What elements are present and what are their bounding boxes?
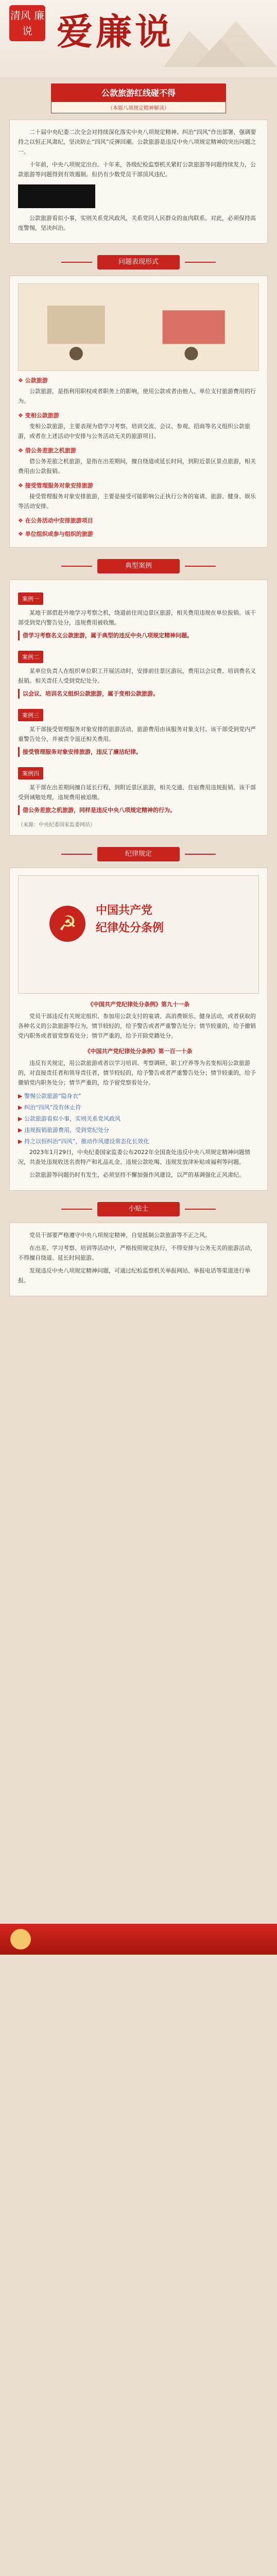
book-cover (18, 875, 259, 994)
section-problem: 问题表现形式 (97, 255, 180, 269)
related-link[interactable]: ▶ 持之以恒纠治“四风”，推动作风建设常态化长效化 (18, 1136, 259, 1147)
case-foot: 接受管理服务对象安排旅游，违反了廉洁纪律。 (18, 747, 259, 757)
section-rules: 纪律规定 (97, 847, 180, 861)
warning-paragraph: 党员干部要严格遵守中央八项规定精神，自觉抵制公款旅游等不正之风。 (29, 1232, 211, 1239)
extras-paragraph: 2023年1月29日，中央纪委国家监委公布2022年全国查处违反中央八项规定精神问题情况，共查处违规收送名贵特产和礼品礼金、违规公款吃喝、违规发放津补贴或福利等问题。 (18, 1149, 250, 1165)
redacted-block (18, 184, 95, 208)
case-foot: 以会议、培训名义组织公款旅游，属于变相公款旅游。 (18, 689, 259, 699)
problem-paragraph: 变相公款旅游，主要表现为借学习考察、培训交流、会议、参观、招商等名义组织公款旅游，或者在上述活动中安排与公务活动无关的旅游项目。 (18, 423, 250, 439)
spacer (0, 1296, 277, 1914)
book-title (96, 902, 164, 937)
book-caption: 《中国共产党纪律处分条例》第九十一条 (88, 1001, 189, 1008)
intro-paragraph: 二十届中央纪委二次全会对持续深化落实中央八项规定精神、纠治“四风”作出部署，强调要持之以恒正风肃纪，坚决防止“四风”反弹回潮。公款旅游是违反中央八项规定精神的突出问题之一。 (18, 129, 256, 155)
related-link[interactable]: ▶ 公款旅游看似小事，实则关系党风政风 (18, 1113, 259, 1125)
problem-paragraph: 接受管理服务对象安排旅游，主要是接受可能影响公正执行公务的宴请、旅游、健身、娱乐等活动安排。 (18, 493, 256, 510)
case-head: 案例三 (18, 709, 43, 721)
case-text: 某地干部借赴外地学习考察之机，绕道前往周边景区旅游，相关费用违规在单位报销。该干部受到党内警告处分，违规费用被收缴。 (18, 609, 256, 626)
rules-paragraph: 党员干部违反有关规定组织、参加用公款支付的宴请、高消费娱乐、健身活动，或者获取的各种名义的公款旅游等行为，情节较轻的，给予警告或者严重警告处分；情节较重的，给予撤销党内职务或者留党察看处分；情节严重的，给予开除党籍处分。 (18, 1013, 256, 1039)
warning-paragraph: 在出差、学习考察、培训等活动中，严格按照规定执行，不得安排与公务无关的旅游活动，不得擅自绕道、延长时间旅游。 (18, 1245, 256, 1261)
problem-point: ❖ 在公务活动中安排旅游项目 (18, 516, 259, 524)
case-head: 案例四 (18, 767, 43, 779)
book-title-line: 中国共产党 (96, 904, 153, 917)
case-text: 某单位负责人在组织单位职工开展活动时，安排前往景区游玩，费用以会议费、培训费名义报销。相关责任人受到党纪处分。 (18, 668, 256, 684)
related-link[interactable]: ▶ 纠治“四风”没有休止符 (18, 1102, 259, 1113)
rules-subheading: 《中国共产党纪律处分条例》第一百一十条 (84, 1048, 193, 1055)
warning-card (9, 1223, 268, 1296)
intro-paragraph: 十年前，中央八项规定出台。十年来，各级纪检监察机关紧盯公款旅游等问题持续发力，公款旅游等问题得到有效遏制。但仍有少数党员干部顶风违纪。 (18, 161, 256, 178)
related-links (18, 1091, 259, 1147)
article-title: 公款旅游红线碰不得 (51, 83, 226, 101)
warning-paragraph: 发现违反中央八项规定精神问题，可通过纪检监察机关举报网站、举报电话等渠道进行举报。 (18, 1267, 250, 1284)
case-text: 某干部接受管理服务对象安排的旅游活动，旅游费用由该服务对象支付。该干部受到党内严重警告处分，并被责令退还相关费用。 (18, 726, 256, 742)
mountain-illustration-icon (164, 10, 277, 67)
related-link[interactable]: ▶ 警惕公款旅游“隐身衣” (18, 1091, 259, 1102)
case-foot: 借学习考察名义公款旅游，属于典型的违反中央八项规定精神问题。 (18, 631, 259, 640)
problem-point: ❖ 公款旅游 (18, 376, 259, 384)
party-emblem-icon: ☭ (49, 906, 85, 942)
problem-card (9, 276, 268, 548)
source-note: （来源：中央纪委国家监委网站） (18, 822, 95, 828)
case-text: 某干部在出差期间擅自延长行程，到附近景区旅游，相关交通、住宿费用违规报销。该干部受到诫勉处理，违规费用被追缴。 (18, 784, 256, 801)
intro-card (9, 120, 268, 244)
case-foot: 借公务差旅之机旅游，同样是违反中央八项规定精神的行为。 (18, 805, 259, 815)
article-subtitle: （本版八项规定精神解读） (51, 101, 226, 113)
problem-illustration (18, 283, 259, 371)
rules-card (9, 868, 268, 1191)
rules-paragraph: 违反有关规定，用公款旅游或者以学习培训、考察调研、职工疗养等为名变相用公款旅游的，对直接责任者和领导责任者，情节较轻的，给予警告或者严重警告处分；情节较重的，给予撤销党内职务处分；情节严重的，给予留党察看处分。 (18, 1060, 256, 1086)
case-head: 案例一 (18, 592, 43, 605)
article-title-box (51, 83, 226, 113)
intro-paragraph: 公款旅游看似小事，实则关系党风政风，关系党同人民群众的血肉联系。对此，必须保持高度警惕，坚决纠治。 (18, 215, 256, 231)
footer-decoration-icon (10, 1929, 31, 1950)
brand-title: 爱廉说 (57, 10, 174, 53)
extras-paragraph: 公款旅游等问题仍时有发生，必须坚持不懈加强作风建设，以严的基调强化正风肃纪。 (29, 1172, 245, 1178)
problem-point: ❖ 变相公款旅游 (18, 411, 259, 419)
case-card (9, 580, 268, 836)
problem-paragraph: 借公务差旅之机旅游，是指在出差期间，擅自绕道或延长时间，到附近景区景点旅游，相关费用由公款报销。 (18, 458, 256, 474)
case-head: 案例二 (18, 651, 43, 663)
footer-band (0, 1924, 277, 1955)
problem-point: ❖ 借公务差旅之机旅游 (18, 446, 259, 454)
section-warning: 小贴士 (97, 1202, 180, 1216)
book-title-line: 纪律处分条例 (96, 921, 164, 935)
related-link[interactable]: ▶ 违规报销旅游费用，受到党纪处分 (18, 1125, 259, 1136)
problem-paragraph: 公款旅游，是指利用职权或者职务上的影响，使用公款或者由他人、单位支付旅游费用的行为。 (18, 388, 256, 404)
officials-scale-illustration-icon (19, 284, 258, 370)
logo-badge: 清风 廉说 (9, 5, 45, 41)
section-case: 典型案例 (97, 559, 180, 573)
problem-point: ❖ 单位组织或参与组织的旅游 (18, 530, 259, 538)
problem-point: ❖ 接受管理服务对象安排旅游 (18, 481, 259, 489)
header (0, 0, 277, 77)
